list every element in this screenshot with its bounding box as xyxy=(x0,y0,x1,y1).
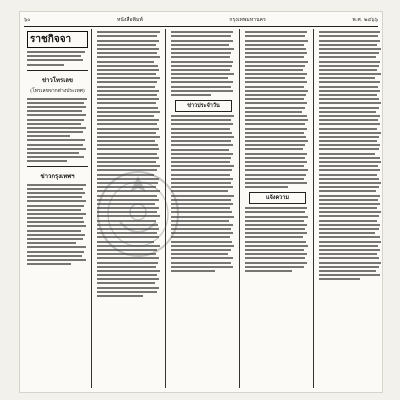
column-3-top-text xyxy=(171,31,236,96)
section-headline-telegraph: ข่าวโทรเลข xyxy=(41,76,74,84)
column-3-box-title: ข่าวประจำวัน xyxy=(175,100,232,112)
telegraph-text xyxy=(27,98,88,163)
column-4 xyxy=(242,29,314,388)
newspaper-page xyxy=(20,12,382,392)
section-headline-bangkok: ข่าวกรุงเทพฯ xyxy=(40,173,75,181)
intro-text xyxy=(27,51,88,66)
header-label-a: หนังสือพิมพ์ xyxy=(116,17,143,23)
page-number: ๖๐ xyxy=(24,17,31,23)
column-1 xyxy=(24,29,92,388)
column-3 xyxy=(168,29,240,388)
column-4-box-title: แจ้งความ xyxy=(249,192,306,204)
column-4-bottom-text xyxy=(245,207,310,272)
page-header-strip xyxy=(24,14,378,27)
text-columns xyxy=(24,29,378,388)
bangkok-text xyxy=(27,184,88,266)
header-label-b: กรุงเทพมหานคร xyxy=(229,17,266,23)
section-subhead-telegraph: (โทรเลขจากต่างประเทศ) xyxy=(30,87,85,94)
column-5-text xyxy=(319,31,382,280)
column-2 xyxy=(94,29,166,388)
column-4-top-text xyxy=(245,31,310,188)
column-2-text xyxy=(97,31,162,297)
masthead-title: ราชกิจจา xyxy=(27,31,88,48)
header-date: พ.ศ. ๒๔๖๖ xyxy=(352,17,378,23)
column-5 xyxy=(316,29,382,388)
column-3-bottom-text xyxy=(171,115,236,272)
divider xyxy=(27,70,88,71)
